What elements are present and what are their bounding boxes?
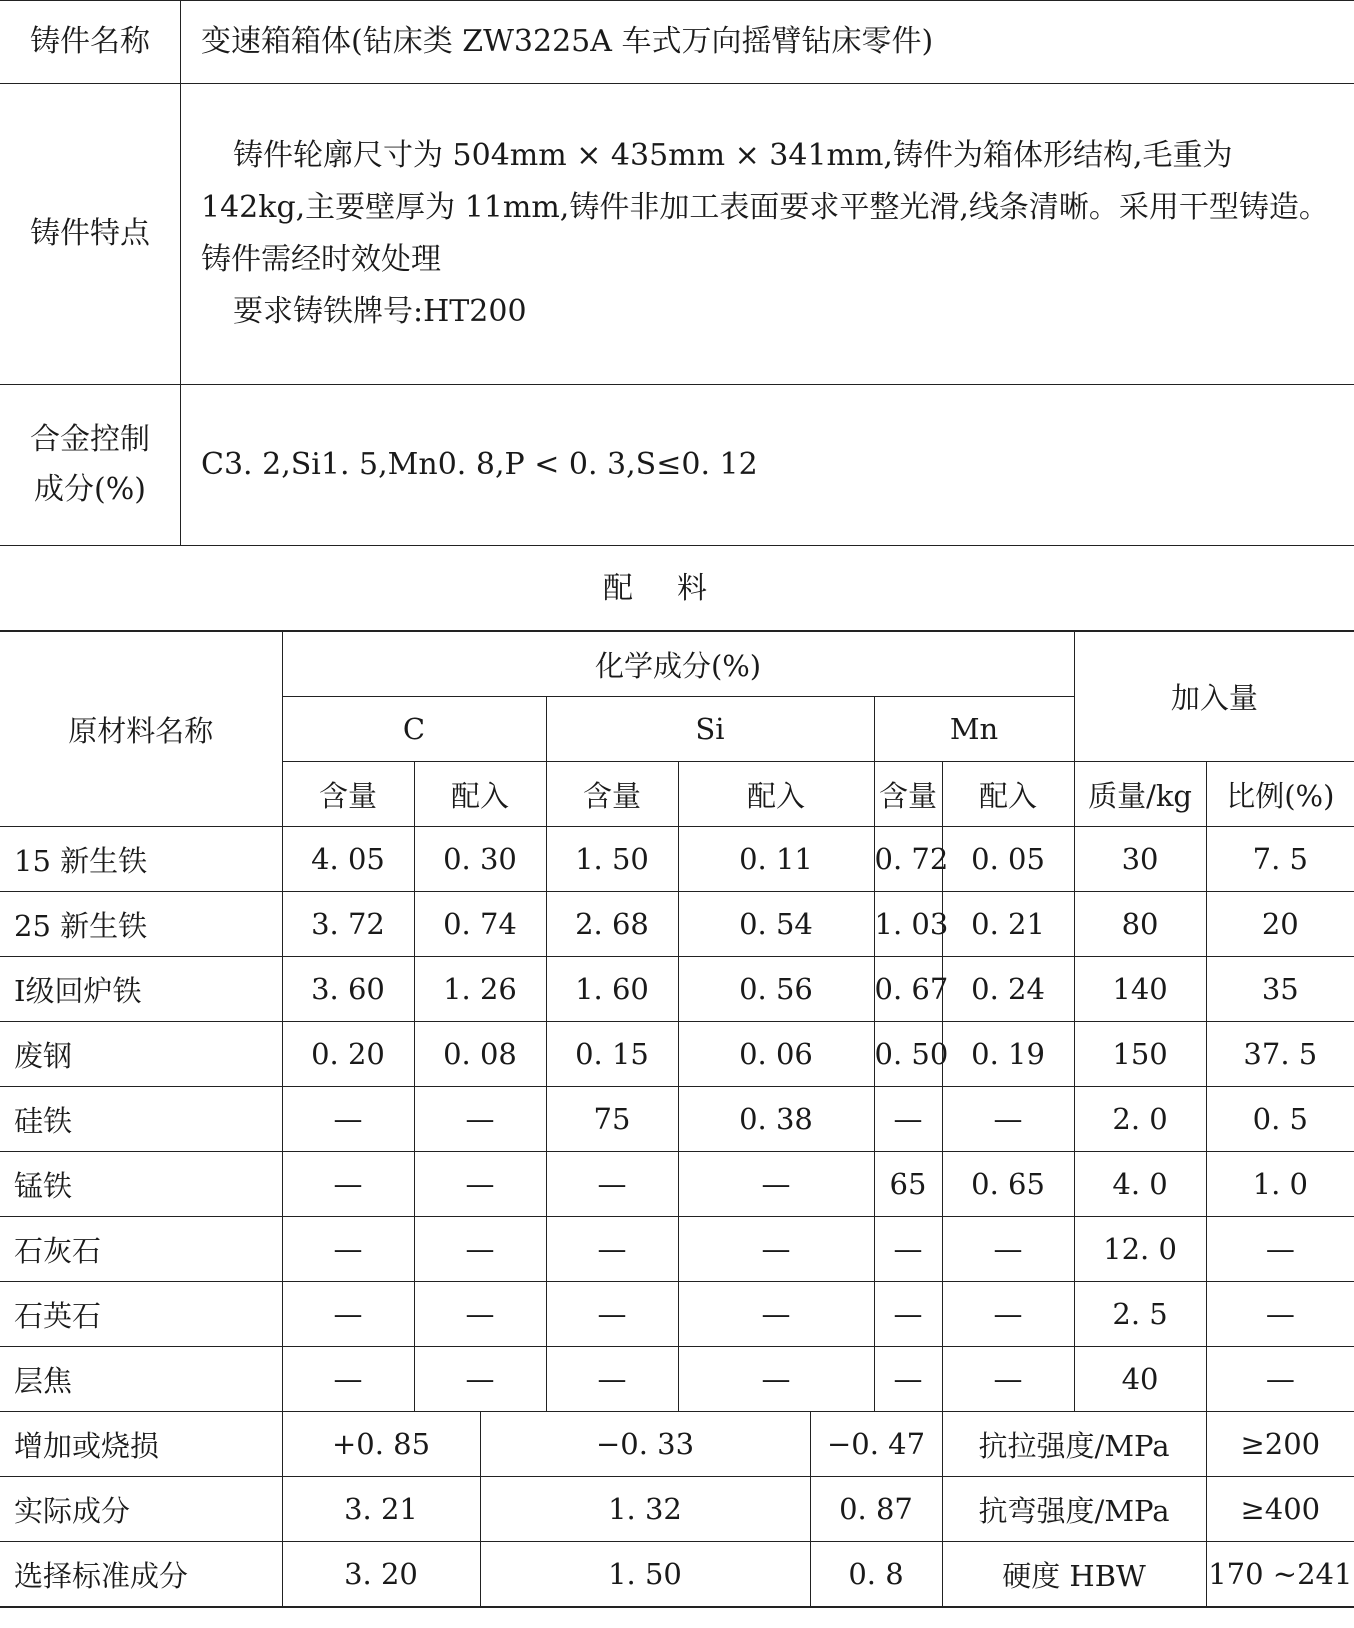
sub-header: 配入 [942, 762, 1074, 827]
table-cell: 75 [546, 1087, 678, 1152]
table-cell: 1. 03 [874, 892, 942, 957]
table-cell: — [546, 1347, 678, 1412]
casting-feature-cell [181, 84, 1354, 385]
casting-info-table [0, 0, 1354, 546]
casting-feature-text: 铸件轮廓尺寸为 504mm × 435mm × 341mm,铸件为箱体形结构,毛重为 142kg,主要壁厚为 11mm,铸件非加工表面要求平整光滑,线条清晰。采用干型铸造。铸件需经时效处理 [201, 138, 1329, 277]
table-cell: 1. 0 [1206, 1152, 1354, 1217]
table-cell: 0. 20 [282, 1022, 414, 1087]
sub-header: 含量 [874, 762, 942, 827]
table-cell: — [1206, 1282, 1354, 1347]
table-cell: 40 [1074, 1347, 1206, 1412]
casting-feature-label: 铸件特点 [0, 84, 181, 385]
summary-row [0, 1542, 1354, 1608]
summary-label: 选择标准成分 [0, 1542, 282, 1608]
table-cell: 65 [874, 1152, 942, 1217]
casting-name-value: 变速箱箱体(钻床类 ZW3225A 车式万向摇臂钻床零件) [181, 1, 1354, 84]
alloy-label-line-2: 成分(%) [34, 472, 146, 507]
table-cell: — [414, 1087, 546, 1152]
sub-header: 质量/kg [1074, 762, 1206, 827]
table-cell: 0. 30 [414, 827, 546, 892]
summary-mn: 0. 8 [810, 1542, 942, 1608]
table-row [0, 1152, 1354, 1217]
summary-mn: 0. 87 [810, 1477, 942, 1542]
summary-c: 3. 21 [282, 1477, 480, 1542]
table-row [0, 892, 1354, 957]
table-cell: — [282, 1152, 414, 1217]
table-cell: 30 [1074, 827, 1206, 892]
material-name: 锰铁 [0, 1152, 282, 1217]
summary-c: 3. 20 [282, 1542, 480, 1608]
table-cell: 20 [1206, 892, 1354, 957]
sub-header: 含量 [546, 762, 678, 827]
table-cell: 1. 50 [546, 827, 678, 892]
table-cell: 3. 72 [282, 892, 414, 957]
table-cell: — [282, 1217, 414, 1282]
table-cell: 0. 65 [942, 1152, 1074, 1217]
table-cell: — [546, 1217, 678, 1282]
table-row [0, 827, 1354, 892]
table-cell: — [282, 1347, 414, 1412]
element-si-header: Si [546, 697, 874, 762]
summary-c: +0. 85 [282, 1412, 480, 1477]
table-cell: — [942, 1347, 1074, 1412]
table-cell: 2. 0 [1074, 1087, 1206, 1152]
table-cell: 0. 38 [678, 1087, 874, 1152]
summary-mn: −0. 47 [810, 1412, 942, 1477]
property-value: ≥200 [1206, 1412, 1354, 1477]
table-cell: — [874, 1282, 942, 1347]
table-cell: — [678, 1152, 874, 1217]
table-cell: 0. 56 [678, 957, 874, 1022]
table-cell: 0. 21 [942, 892, 1074, 957]
table-cell: 0. 11 [678, 827, 874, 892]
table-cell: 0. 5 [1206, 1087, 1354, 1152]
table-cell: 4. 0 [1074, 1152, 1206, 1217]
table-cell: 0. 72 [874, 827, 942, 892]
property-label: 抗弯强度/MPa [942, 1477, 1206, 1542]
table-cell: 7. 5 [1206, 827, 1354, 892]
table-cell: — [678, 1347, 874, 1412]
summary-si: 1. 32 [480, 1477, 810, 1542]
alloy-control-label [0, 385, 181, 546]
material-name: 15 新生铁 [0, 827, 282, 892]
table-cell: — [1206, 1347, 1354, 1412]
table-cell: — [942, 1217, 1074, 1282]
summary-si: −0. 33 [480, 1412, 810, 1477]
table-cell: 0. 54 [678, 892, 874, 957]
table-cell: 140 [1074, 957, 1206, 1022]
table-cell: — [414, 1152, 546, 1217]
table-cell: 35 [1206, 957, 1354, 1022]
sub-header: 含量 [282, 762, 414, 827]
sub-header: 配入 [678, 762, 874, 827]
casting-grade-text: 要求铸铁牌号:HT200 [233, 294, 527, 329]
table-cell: 0. 67 [874, 957, 942, 1022]
table-cell: 2. 68 [546, 892, 678, 957]
table-cell: — [678, 1282, 874, 1347]
material-name: 25 新生铁 [0, 892, 282, 957]
sub-header: 配入 [414, 762, 546, 827]
property-value: 170 ~241 [1206, 1542, 1354, 1608]
table-cell: 2. 5 [1074, 1282, 1206, 1347]
table-cell: — [546, 1152, 678, 1217]
table-cell: — [414, 1282, 546, 1347]
table-cell: — [282, 1087, 414, 1152]
table-cell: 0. 05 [942, 827, 1074, 892]
table-cell: — [282, 1282, 414, 1347]
table-cell: — [874, 1087, 942, 1152]
casting-name-label: 铸件名称 [0, 1, 181, 84]
material-name: 硅铁 [0, 1087, 282, 1152]
table-cell: — [1206, 1217, 1354, 1282]
sub-header: 比例(%) [1206, 762, 1354, 827]
element-c-header: C [282, 697, 546, 762]
summary-row [0, 1412, 1354, 1477]
summary-row [0, 1477, 1354, 1542]
material-name: 石英石 [0, 1282, 282, 1347]
table-cell: 150 [1074, 1022, 1206, 1087]
table-cell: — [414, 1347, 546, 1412]
element-mn-header: Mn [874, 697, 1074, 762]
table-row [0, 1217, 1354, 1282]
table-cell: 12. 0 [1074, 1217, 1206, 1282]
table-cell: — [874, 1347, 942, 1412]
property-value: ≥400 [1206, 1477, 1354, 1542]
summary-si: 1. 50 [480, 1542, 810, 1608]
property-label: 抗拉强度/MPa [942, 1412, 1206, 1477]
alloy-label-line-1: 合金控制 [30, 422, 150, 457]
burden-title: 配料 [603, 571, 751, 606]
table-cell: 1. 26 [414, 957, 546, 1022]
table-cell: — [546, 1282, 678, 1347]
material-name: 石灰石 [0, 1217, 282, 1282]
table-cell: 3. 60 [282, 957, 414, 1022]
burden-table [0, 630, 1354, 1608]
table-cell: — [874, 1217, 942, 1282]
table-cell: 0. 74 [414, 892, 546, 957]
material-name: 废钢 [0, 1022, 282, 1087]
table-cell: 0. 06 [678, 1022, 874, 1087]
material-name: Ⅰ级回炉铁 [0, 957, 282, 1022]
table-cell: 1. 60 [546, 957, 678, 1022]
table-cell: 0. 50 [874, 1022, 942, 1087]
property-label: 硬度 HBW [942, 1542, 1206, 1608]
table-cell: — [678, 1217, 874, 1282]
table-row [0, 1022, 1354, 1087]
table-row [0, 1347, 1354, 1412]
table-cell: 0. 24 [942, 957, 1074, 1022]
table-row [0, 1087, 1354, 1152]
table-cell: — [942, 1282, 1074, 1347]
table-cell: 37. 5 [1206, 1022, 1354, 1087]
table-row [0, 1282, 1354, 1347]
table-cell: 0. 15 [546, 1022, 678, 1087]
addition-header: 加入量 [1074, 631, 1354, 762]
table-cell: 0. 08 [414, 1022, 546, 1087]
table-cell: 4. 05 [282, 827, 414, 892]
table-cell: — [414, 1217, 546, 1282]
chem-composition-header: 化学成分(%) [282, 631, 1074, 697]
table-row [0, 957, 1354, 1022]
table-cell: 80 [1074, 892, 1206, 957]
material-name: 层焦 [0, 1347, 282, 1412]
summary-label: 增加或烧损 [0, 1412, 282, 1477]
alloy-control-value: C3. 2,Si1. 5,Mn0. 8,P < 0. 3,S≤0. 12 [181, 385, 1354, 546]
table-cell: — [942, 1087, 1074, 1152]
table-cell: 0. 19 [942, 1022, 1074, 1087]
summary-label: 实际成分 [0, 1477, 282, 1542]
raw-material-header: 原材料名称 [0, 631, 282, 827]
